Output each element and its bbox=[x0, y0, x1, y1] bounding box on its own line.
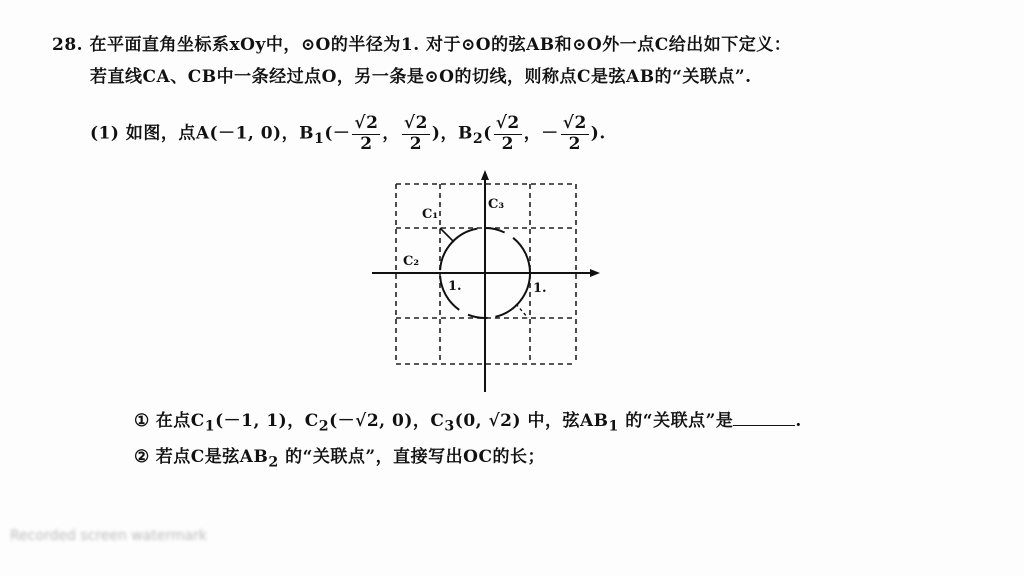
comma: ， bbox=[382, 123, 400, 144]
b1-close: )，B bbox=[431, 123, 473, 144]
q1-text-b: (－1, 1)，C bbox=[215, 411, 319, 431]
fraction-numerator: √2 bbox=[354, 113, 379, 133]
b1-open: (－ bbox=[324, 123, 351, 144]
question-1-number: ① bbox=[134, 411, 150, 431]
q2-text-b: 的“关联点”，直接写出OC的长； bbox=[278, 447, 546, 467]
q1-end: . bbox=[795, 411, 802, 431]
ab2-subscript: 2 bbox=[268, 454, 279, 471]
answer-blank[interactable] bbox=[733, 411, 795, 426]
fraction-numerator: √2 bbox=[562, 113, 587, 133]
part-1-prefix: (1) 如图，点A(－1, 0)，B bbox=[90, 123, 314, 144]
problem-statement-line-2: 若直线CA、CB中一条经过点O，另一条是⊙O的切线，则称点C是弦AB的“关联点”. bbox=[90, 67, 752, 87]
blurred-watermark: Recorded screen watermark bbox=[10, 528, 208, 544]
coordinate-grid-svg bbox=[368, 168, 604, 398]
fraction-denominator: 2 bbox=[409, 133, 423, 154]
x-axis-arrow-icon bbox=[590, 269, 600, 277]
y-axis-arrow-icon bbox=[481, 170, 489, 180]
question-2-number: ② bbox=[134, 447, 150, 467]
q1-text-e: 的“关联点”是 bbox=[618, 411, 734, 431]
c3-subscript: 3 bbox=[444, 418, 455, 435]
b2-open: ( bbox=[483, 123, 492, 144]
c1-subscript: 1 bbox=[204, 418, 216, 435]
b2-minus: ，－ bbox=[523, 123, 559, 144]
ab1-subscript: 1 bbox=[608, 418, 619, 435]
problem-statement-line-1: 28. 在平面直角坐标系xOy中，⊙O的半径为1. 对于⊙O的弦AB和⊙O外一点C给出如下定义： bbox=[52, 35, 792, 55]
fraction-denominator: 2 bbox=[568, 133, 581, 154]
label-minus-one: 1. bbox=[448, 279, 462, 294]
fraction-b2-y bbox=[561, 114, 589, 154]
fraction-numerator: √2 bbox=[403, 113, 428, 133]
fraction-b1-y bbox=[402, 114, 430, 154]
fraction-numerator: √2 bbox=[495, 113, 520, 133]
q1-text-d: (0, √2) 中，弦AB bbox=[454, 411, 609, 431]
label-c1: C₁ bbox=[422, 207, 439, 222]
q2-text-a: 若点C是弦AB bbox=[155, 447, 269, 467]
q1-text-a: 在点C bbox=[155, 411, 205, 431]
b2-subscript: 2 bbox=[472, 130, 484, 147]
label-c2: C₂ bbox=[403, 254, 420, 269]
chord-mark bbox=[440, 228, 454, 242]
chord-mark bbox=[516, 304, 528, 318]
label-x-one: 1. bbox=[533, 281, 547, 296]
fraction-denominator: 2 bbox=[501, 133, 514, 154]
question-2 bbox=[134, 442, 545, 470]
fraction-denominator: 2 bbox=[360, 133, 373, 154]
coordinate-figure bbox=[368, 168, 604, 398]
b1-subscript: 1 bbox=[313, 130, 325, 147]
q1-text-c: (－√2, 0)，C bbox=[329, 411, 445, 431]
part-1-given-points bbox=[90, 114, 606, 154]
part-1-end: ). bbox=[590, 123, 606, 144]
c2-subscript: 2 bbox=[318, 418, 330, 435]
label-c3: C₃ bbox=[488, 197, 505, 212]
fraction-b2-x bbox=[494, 114, 522, 154]
question-1 bbox=[134, 406, 802, 434]
fraction-b1-x bbox=[352, 114, 380, 154]
